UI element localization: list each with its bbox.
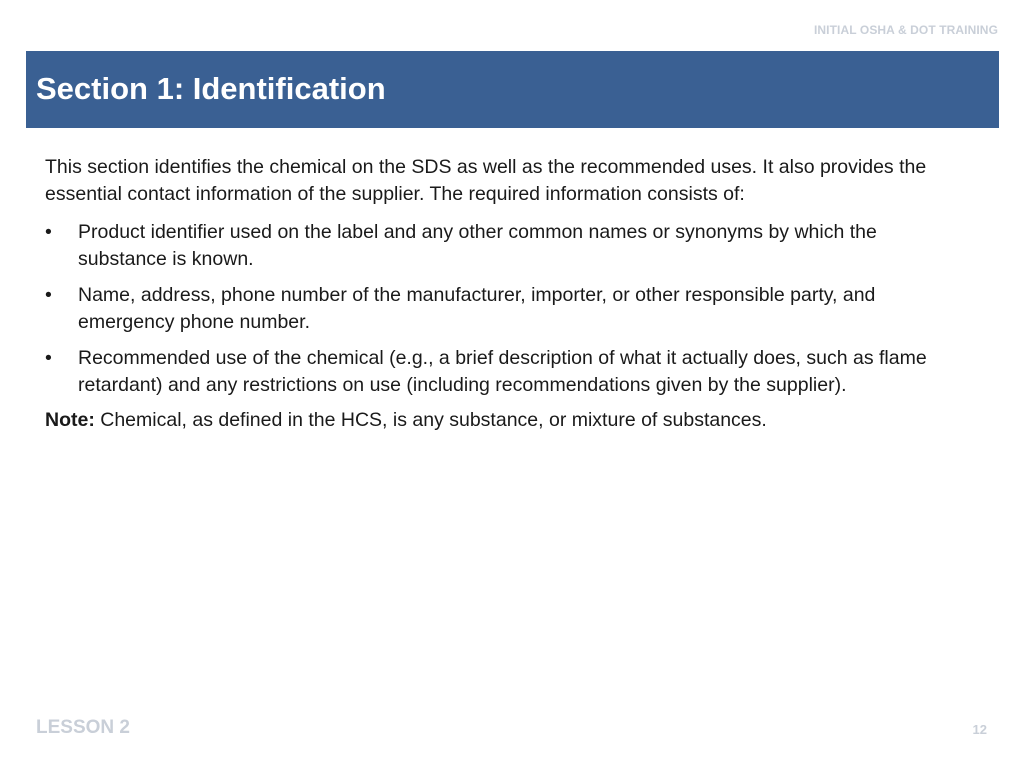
course-label: INITIAL OSHA & DOT TRAINING: [813, 23, 998, 37]
bullet-icon: •: [45, 347, 52, 369]
list-item-text: Recommended use of the chemical (e.g., a brief description of what it actually does, such as flame retardant) and any restrictions on use (including recommendations given by the supplier).: [78, 347, 927, 396]
note-text: Chemical, as defined in the HCS, is any substance, or mixture of substances.: [94, 409, 767, 431]
bullet-icon: •: [45, 284, 52, 306]
list-item-text: Product identifier used on the label and any other common names or synonyms by which the substance is known.: [78, 221, 877, 270]
note-paragraph: [45, 407, 960, 434]
lesson-label: LESSON 2: [36, 717, 130, 738]
list-item-text: Name, address, phone number of the manufacturer, importer, or other responsible party, and emergency phone number.: [78, 284, 876, 333]
list-item: [45, 345, 960, 399]
requirements-list: [45, 219, 960, 399]
list-item: [45, 219, 960, 273]
bullet-icon: •: [45, 221, 52, 243]
page-number: 12: [972, 722, 987, 737]
list-item: [45, 282, 960, 336]
slide-body: [45, 154, 960, 434]
slide-title: Section 1: Identification: [36, 71, 386, 106]
title-bar: [26, 51, 999, 128]
intro-paragraph: This section identifies the chemical on the SDS as well as the recommended uses. It also provides the essential contact information of the supplier. The required information consists of:: [45, 156, 927, 205]
note-label: Note:: [45, 409, 95, 431]
